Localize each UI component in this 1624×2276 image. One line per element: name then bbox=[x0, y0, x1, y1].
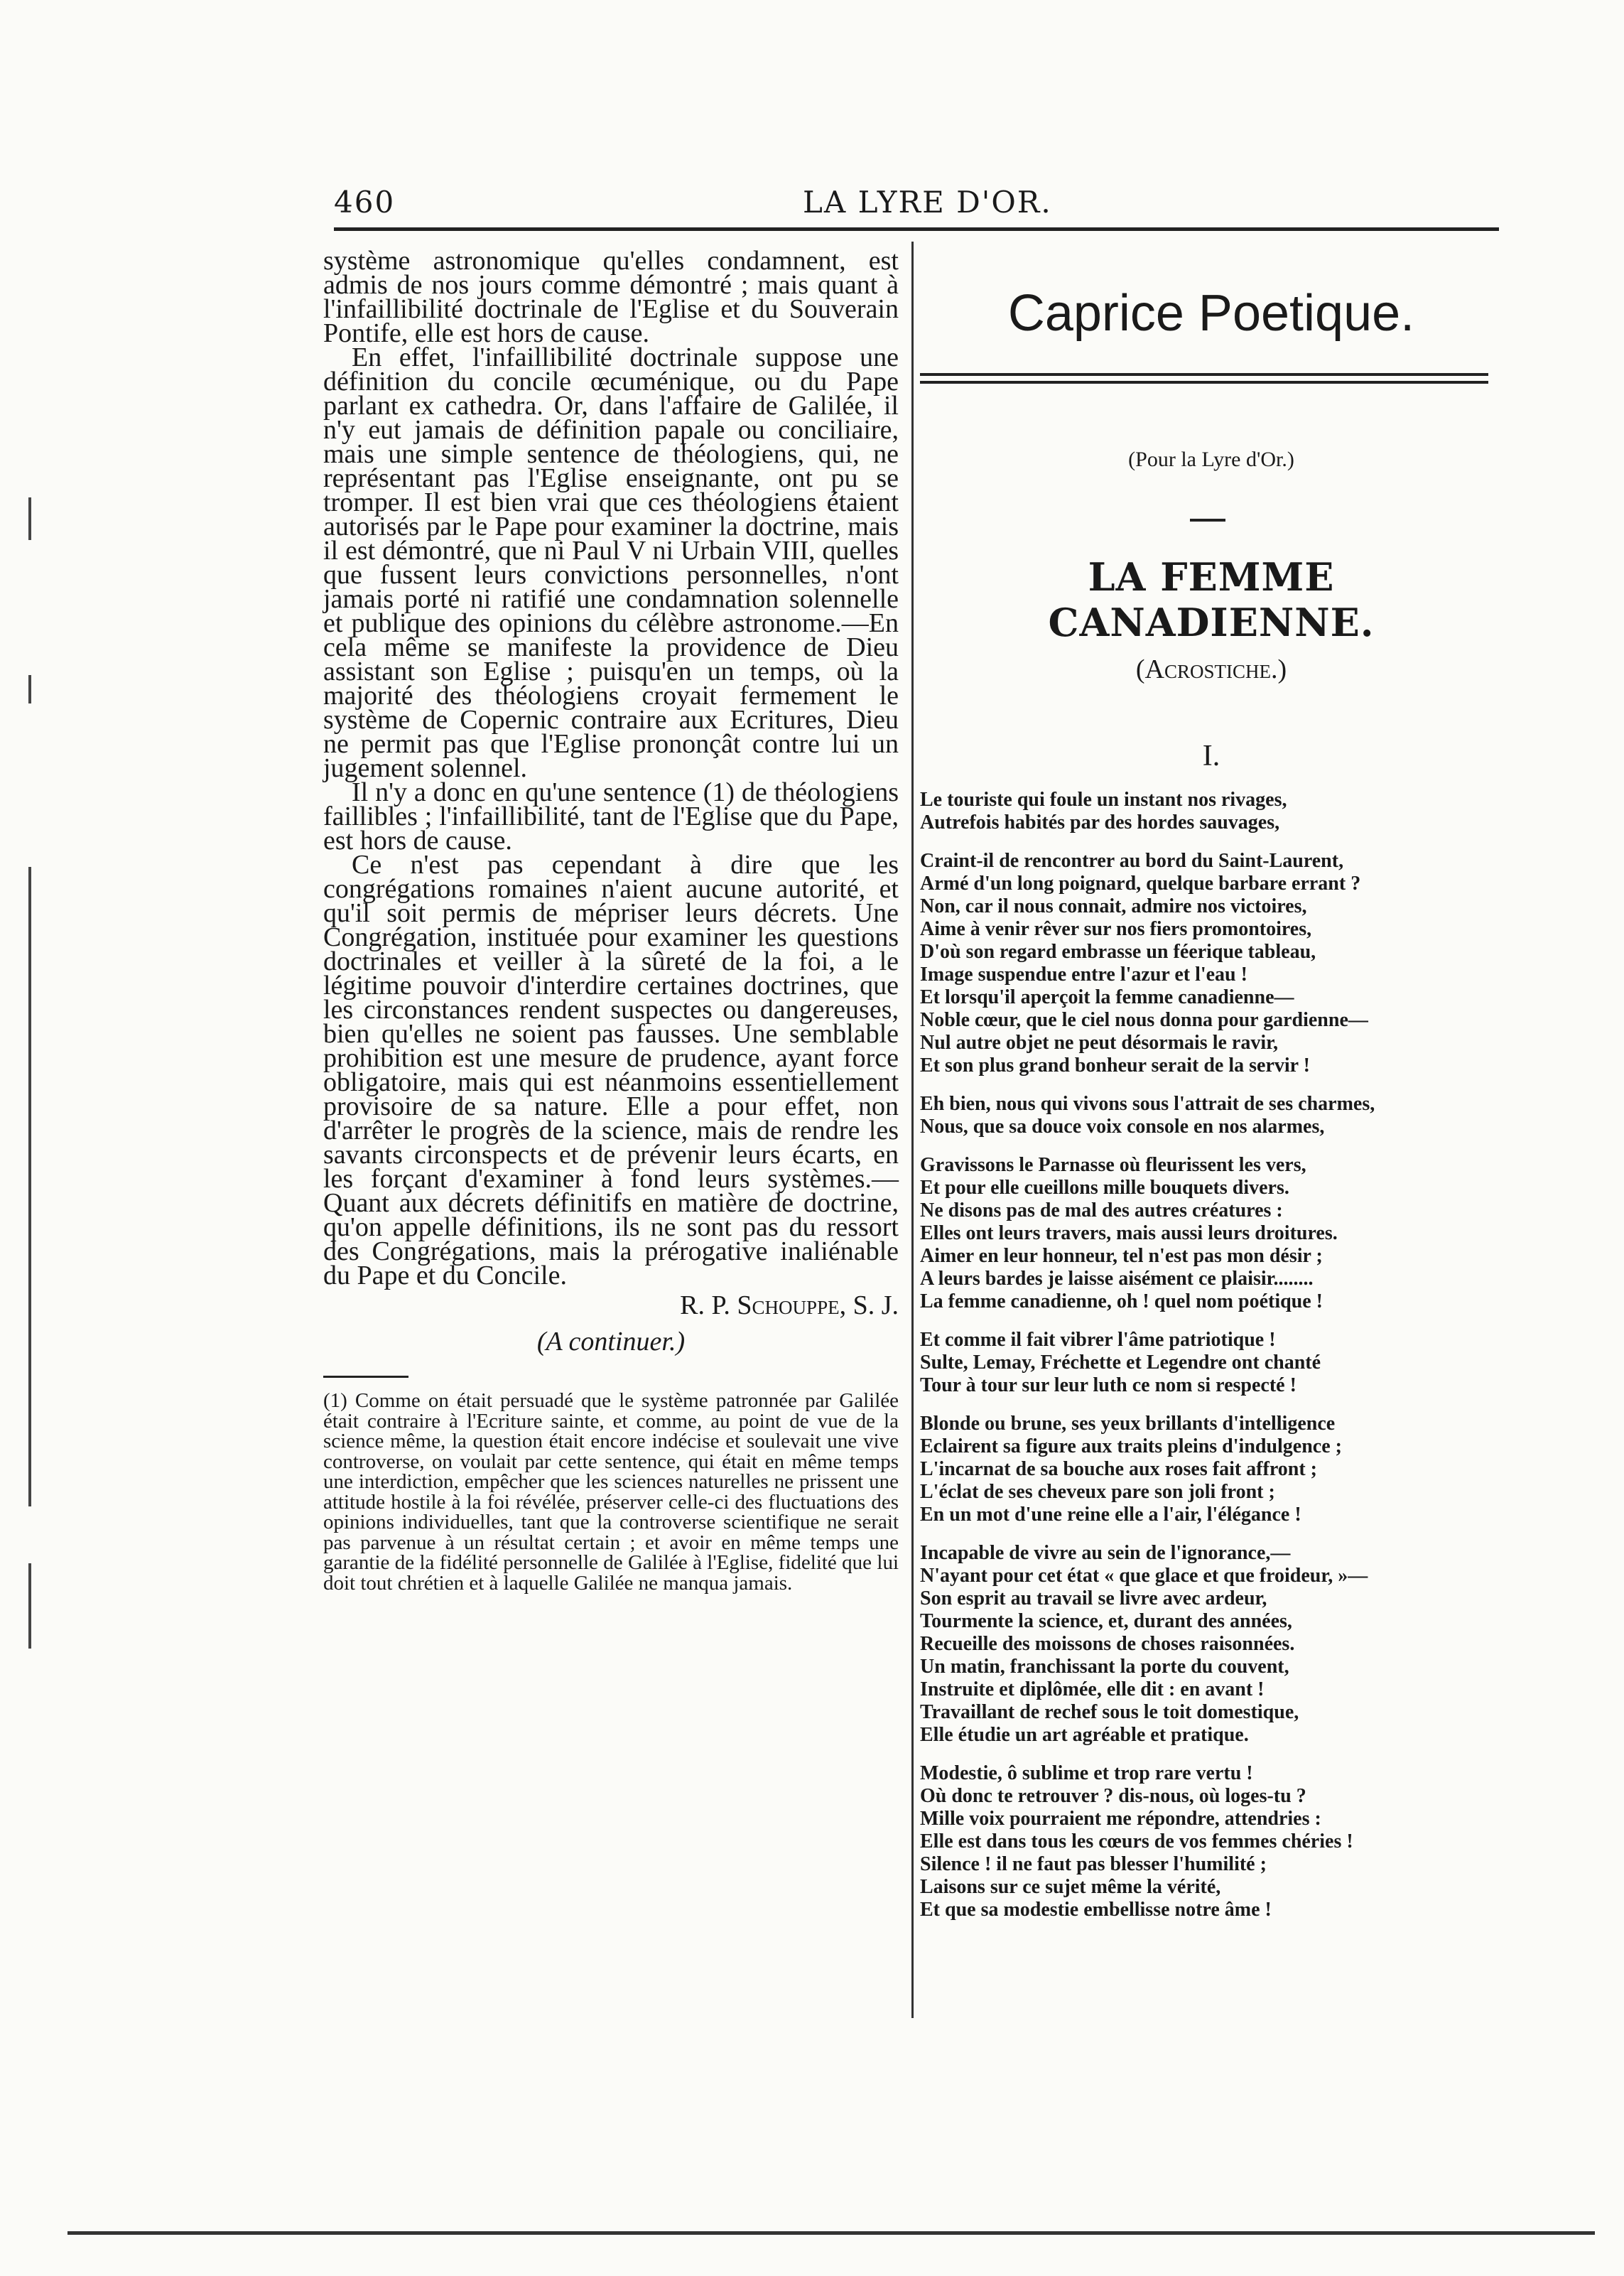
poem-verse: Tourmente la science, et, durant des années, bbox=[920, 1610, 1292, 1632]
double-rule-bottom bbox=[920, 381, 1488, 384]
header-rule bbox=[334, 227, 1499, 231]
poem-verse: Autrefois habités par des hordes sauvages, bbox=[920, 811, 1280, 834]
poem-body bbox=[920, 789, 1503, 1937]
column-divider bbox=[911, 242, 914, 2018]
poem-title: LA FEMME CANADIENNE. bbox=[1048, 554, 1375, 645]
poem-verse: Ne disons pas de mal des autres créatures : bbox=[920, 1199, 1283, 1221]
poem-verse: La femme canadienne, oh ! quel nom poétique ! bbox=[920, 1290, 1323, 1312]
poem-verse: Craint-il de rencontrer au bord du Saint-Laurent, bbox=[920, 850, 1344, 872]
paragraph-3: Il n'y a donc en qu'une sentence (1) de théologiens faillibles ; l'infaillibilité, tant de l'Eglise que du Pape, est hors de cause. bbox=[323, 777, 899, 856]
part-number: I. bbox=[1202, 740, 1220, 772]
poem-stanza bbox=[920, 1542, 1503, 1747]
poem-verse: Incapable de vivre au sein de l'ignorance,— bbox=[920, 1542, 1291, 1564]
paragraph-1: système astronomique qu'elles condamnent, est admis de nos jours comme démontré ; mais quant à l'infaillibilité doctrinale de l'Eglise et du Souverain Pontife, elle est hors de cause. bbox=[323, 246, 899, 348]
poem-verse: Image suspendue entre l'azur et l'eau ! bbox=[920, 964, 1247, 986]
poem-verse: L'incarnat de sa bouche aux roses fait affront ; bbox=[920, 1458, 1317, 1480]
page-number: 460 bbox=[334, 185, 396, 220]
poem-subtitle: (Acrostiche.) bbox=[1135, 654, 1287, 684]
poem-verse: L'éclat de ses cheveux pare son joli front ; bbox=[920, 1481, 1275, 1503]
poem-verse: Aime à venir rêver sur nos fiers promontoires, bbox=[920, 918, 1312, 940]
footnote: (1) Comme on était persuadé que le système patronnée par Galilée était contraire à l'Ecriture sainte, et comme, au point de vue de la science même, la question était encore indécise et soulevait une vive controverse, on voulait par cette sentence, qui était en même temps une interdiction, empêcher que les sciences naturelles ne prissent une attitude hostile à la foi révélée, préserver celle-ci des fluctuations des opinions individuelles, tant que la controverse scientifique ne serait pas parvenue à un résultat certain ; et avoir en même temps une garantie de la fidélité personnelle de Galilée à l'Eglise, fidelité que lui doit tout chrétien et à laquelle Galilée ne manqua jamais. bbox=[323, 1389, 899, 1595]
section-title: Caprice Poetique. bbox=[1007, 285, 1415, 342]
poem-stanza bbox=[920, 789, 1503, 834]
poem-verse: Elle est dans tous les cœurs de vos femmes chéries ! bbox=[920, 1830, 1353, 1852]
footnote-rule bbox=[323, 1376, 408, 1378]
poem-verse: Laisons sur ce sujet même la vérité, bbox=[920, 1876, 1221, 1898]
poem-verse: En un mot d'une reine elle a l'air, l'élégance ! bbox=[920, 1504, 1301, 1526]
poem-verse: Et que sa modestie embellisse notre âme ! bbox=[920, 1899, 1272, 1921]
short-rule bbox=[1190, 519, 1225, 522]
double-rule-top bbox=[920, 373, 1488, 376]
poem-verse: Elle étudie un art agréable et pratique. bbox=[920, 1724, 1249, 1746]
poem-verse: Eclairent sa figure aux traits pleins d'indulgence ; bbox=[920, 1435, 1342, 1457]
poem-verse: Et lorsqu'il aperçoit la femme canadienne— bbox=[920, 986, 1294, 1008]
poem-verse: Non, car il nous connait, admire nos victoires, bbox=[920, 895, 1307, 917]
poem-verse: Un matin, franchissant la porte du couvent, bbox=[920, 1656, 1289, 1678]
poem-stanza bbox=[920, 1154, 1503, 1313]
poem-verse: Gravissons le Parnasse où fleurissent les vers, bbox=[920, 1154, 1306, 1176]
bottom-scan-rule bbox=[67, 2231, 1595, 2235]
to-continue-note: (A continuer.) bbox=[536, 1327, 686, 1357]
poem-stanza bbox=[920, 1413, 1503, 1526]
poem-verse: Elles ont leurs travers, mais aussi leurs droitures. bbox=[920, 1222, 1338, 1244]
poem-stanza bbox=[920, 1093, 1503, 1138]
running-title: LA LYRE D'OR. bbox=[803, 185, 1052, 220]
scan-edge-marks bbox=[21, 497, 43, 1705]
poem-verse: Instruite et diplômée, elle dit : en avant ! bbox=[920, 1678, 1265, 1700]
poem-verse: N'ayant pour cet état « que glace et que froideur, »— bbox=[920, 1565, 1368, 1587]
poem-verse: Blonde ou brune, ses yeux brillants d'intelligence bbox=[920, 1413, 1336, 1435]
poem-verse: Et son plus grand bonheur serait de la servir ! bbox=[920, 1055, 1310, 1077]
paragraph-4: Ce n'est pas cependant à dire que les congrégations romaines n'aient aucune autorité, et qu'il soit permis de mépriser leurs décrets. Une Congrégation, instituée pour examiner les questions doctrinales et veiller à la sûreté de la foi, a le légitime pouvoir d'interdire certaines doctrines, que les circonstances rendent suspectes ou dangereuses, bien qu'elles ne soient pas fausses. Une semblable prohibition est une mesure de prudence, ayant force obligatoire, mais qui est néanmoins essentiellement provisoire de sa nature. Elle a pour effet, non d'arrêter le progrès de la science, mais de rendre les savants circonspects et de prévenir leurs écarts, en les forçant d'examiner à fond leurs systèmes.—Quant aux décrets définitifs en matière de doctrine, qu'on appelle définitions, ils ne sont pas du ressort des Congrégations, mais la prérogative inaliénable du Pape et du Concile. bbox=[323, 850, 899, 1290]
poem-verse: Aimer en leur honneur, tel n'est pas mon désir ; bbox=[920, 1245, 1323, 1267]
poem-stanza bbox=[920, 850, 1503, 1077]
poem-verse: Modestie, ô sublime et trop rare vertu ! bbox=[920, 1762, 1253, 1784]
poem-verse: Eh bien, nous qui vivons sous l'attrait de ses charmes, bbox=[920, 1093, 1375, 1115]
article-column bbox=[323, 246, 899, 1595]
poem-verse: Nul autre objet ne peut désormais le ravir, bbox=[920, 1032, 1278, 1054]
poem-verse: Travaillant de rechef sous le toit domestique, bbox=[920, 1701, 1299, 1723]
poem-verse: Et comme il fait vibrer l'âme patriotique ! bbox=[920, 1329, 1276, 1351]
poem-verse: Noble cœur, que le ciel nous donna pour gardienne— bbox=[920, 1009, 1368, 1031]
poem-verse: A leurs bardes je laisse aisément ce plaisir........ bbox=[920, 1268, 1314, 1290]
poem-verse: Silence ! il ne faut pas blesser l'humilité ; bbox=[920, 1853, 1267, 1875]
poem-stanza bbox=[920, 1329, 1503, 1397]
poem-verse: Mille voix pourraient me répondre, attendries : bbox=[920, 1808, 1321, 1830]
author-signature: R. P. Schouppe, S. J. bbox=[680, 1290, 899, 1320]
paragraph-2: En effet, l'infaillibilité doctrinale suppose une définition du concile œcuménique, ou du Pape parlant ex cathedra. Or, dans l'affaire de Galilée, il n'y eut jamais de définition papale ou conciliaire, mais une simple sentence de théologiens, qui, ne représentant pas l'Eglise enseignante, ont pu se tromper. Il est bien vrai que ces théologiens étaient autorisés par le Pape pour examiner la doctrine, mais il est démontré, que ni Paul V ni Urbain VIII, quelles que fussent leurs convictions personnelles, n'ont jamais porté ni ratifié une condamnation solennelle et publique des opinions du célèbre astronome.—En cela même se manifeste la providence de Dieu assistant son Eglise ; puisqu'en un temps, où la majorité des théologiens croyait fermement le système de Copernic contraire aux Ecritures, Dieu ne permit pas que l'Eglise prononçât contre lui un jugement solennel. bbox=[323, 343, 899, 783]
poem-verse: D'où son regard embrasse un féerique tableau, bbox=[920, 941, 1316, 963]
poem-verse: Armé d'un long poignard, quelque barbare errant ? bbox=[920, 873, 1361, 895]
poem-verse: Où donc te retrouver ? dis-nous, où loges-tu ? bbox=[920, 1785, 1306, 1807]
poem-verse: Recueille des moissons de choses raisonnées. bbox=[920, 1633, 1295, 1655]
poem-verse: Nous, que sa douce voix console en nos alarmes, bbox=[920, 1116, 1325, 1138]
dedication: (Pour la Lyre d'Or.) bbox=[1128, 448, 1294, 471]
page-header bbox=[334, 178, 1499, 220]
poem-verse: Son esprit au travail se livre avec ardeur, bbox=[920, 1587, 1267, 1609]
poem-verse: Et pour elle cueillons mille bouquets divers. bbox=[920, 1177, 1289, 1199]
poem-stanza bbox=[920, 1762, 1503, 1921]
poem-verse: Tour à tour sur leur luth ce nom si respecté ! bbox=[920, 1374, 1297, 1396]
poem-verse: Sulte, Lemay, Fréchette et Legendre ont chanté bbox=[920, 1352, 1321, 1374]
poem-verse: Le touriste qui foule un instant nos rivages, bbox=[920, 789, 1287, 811]
